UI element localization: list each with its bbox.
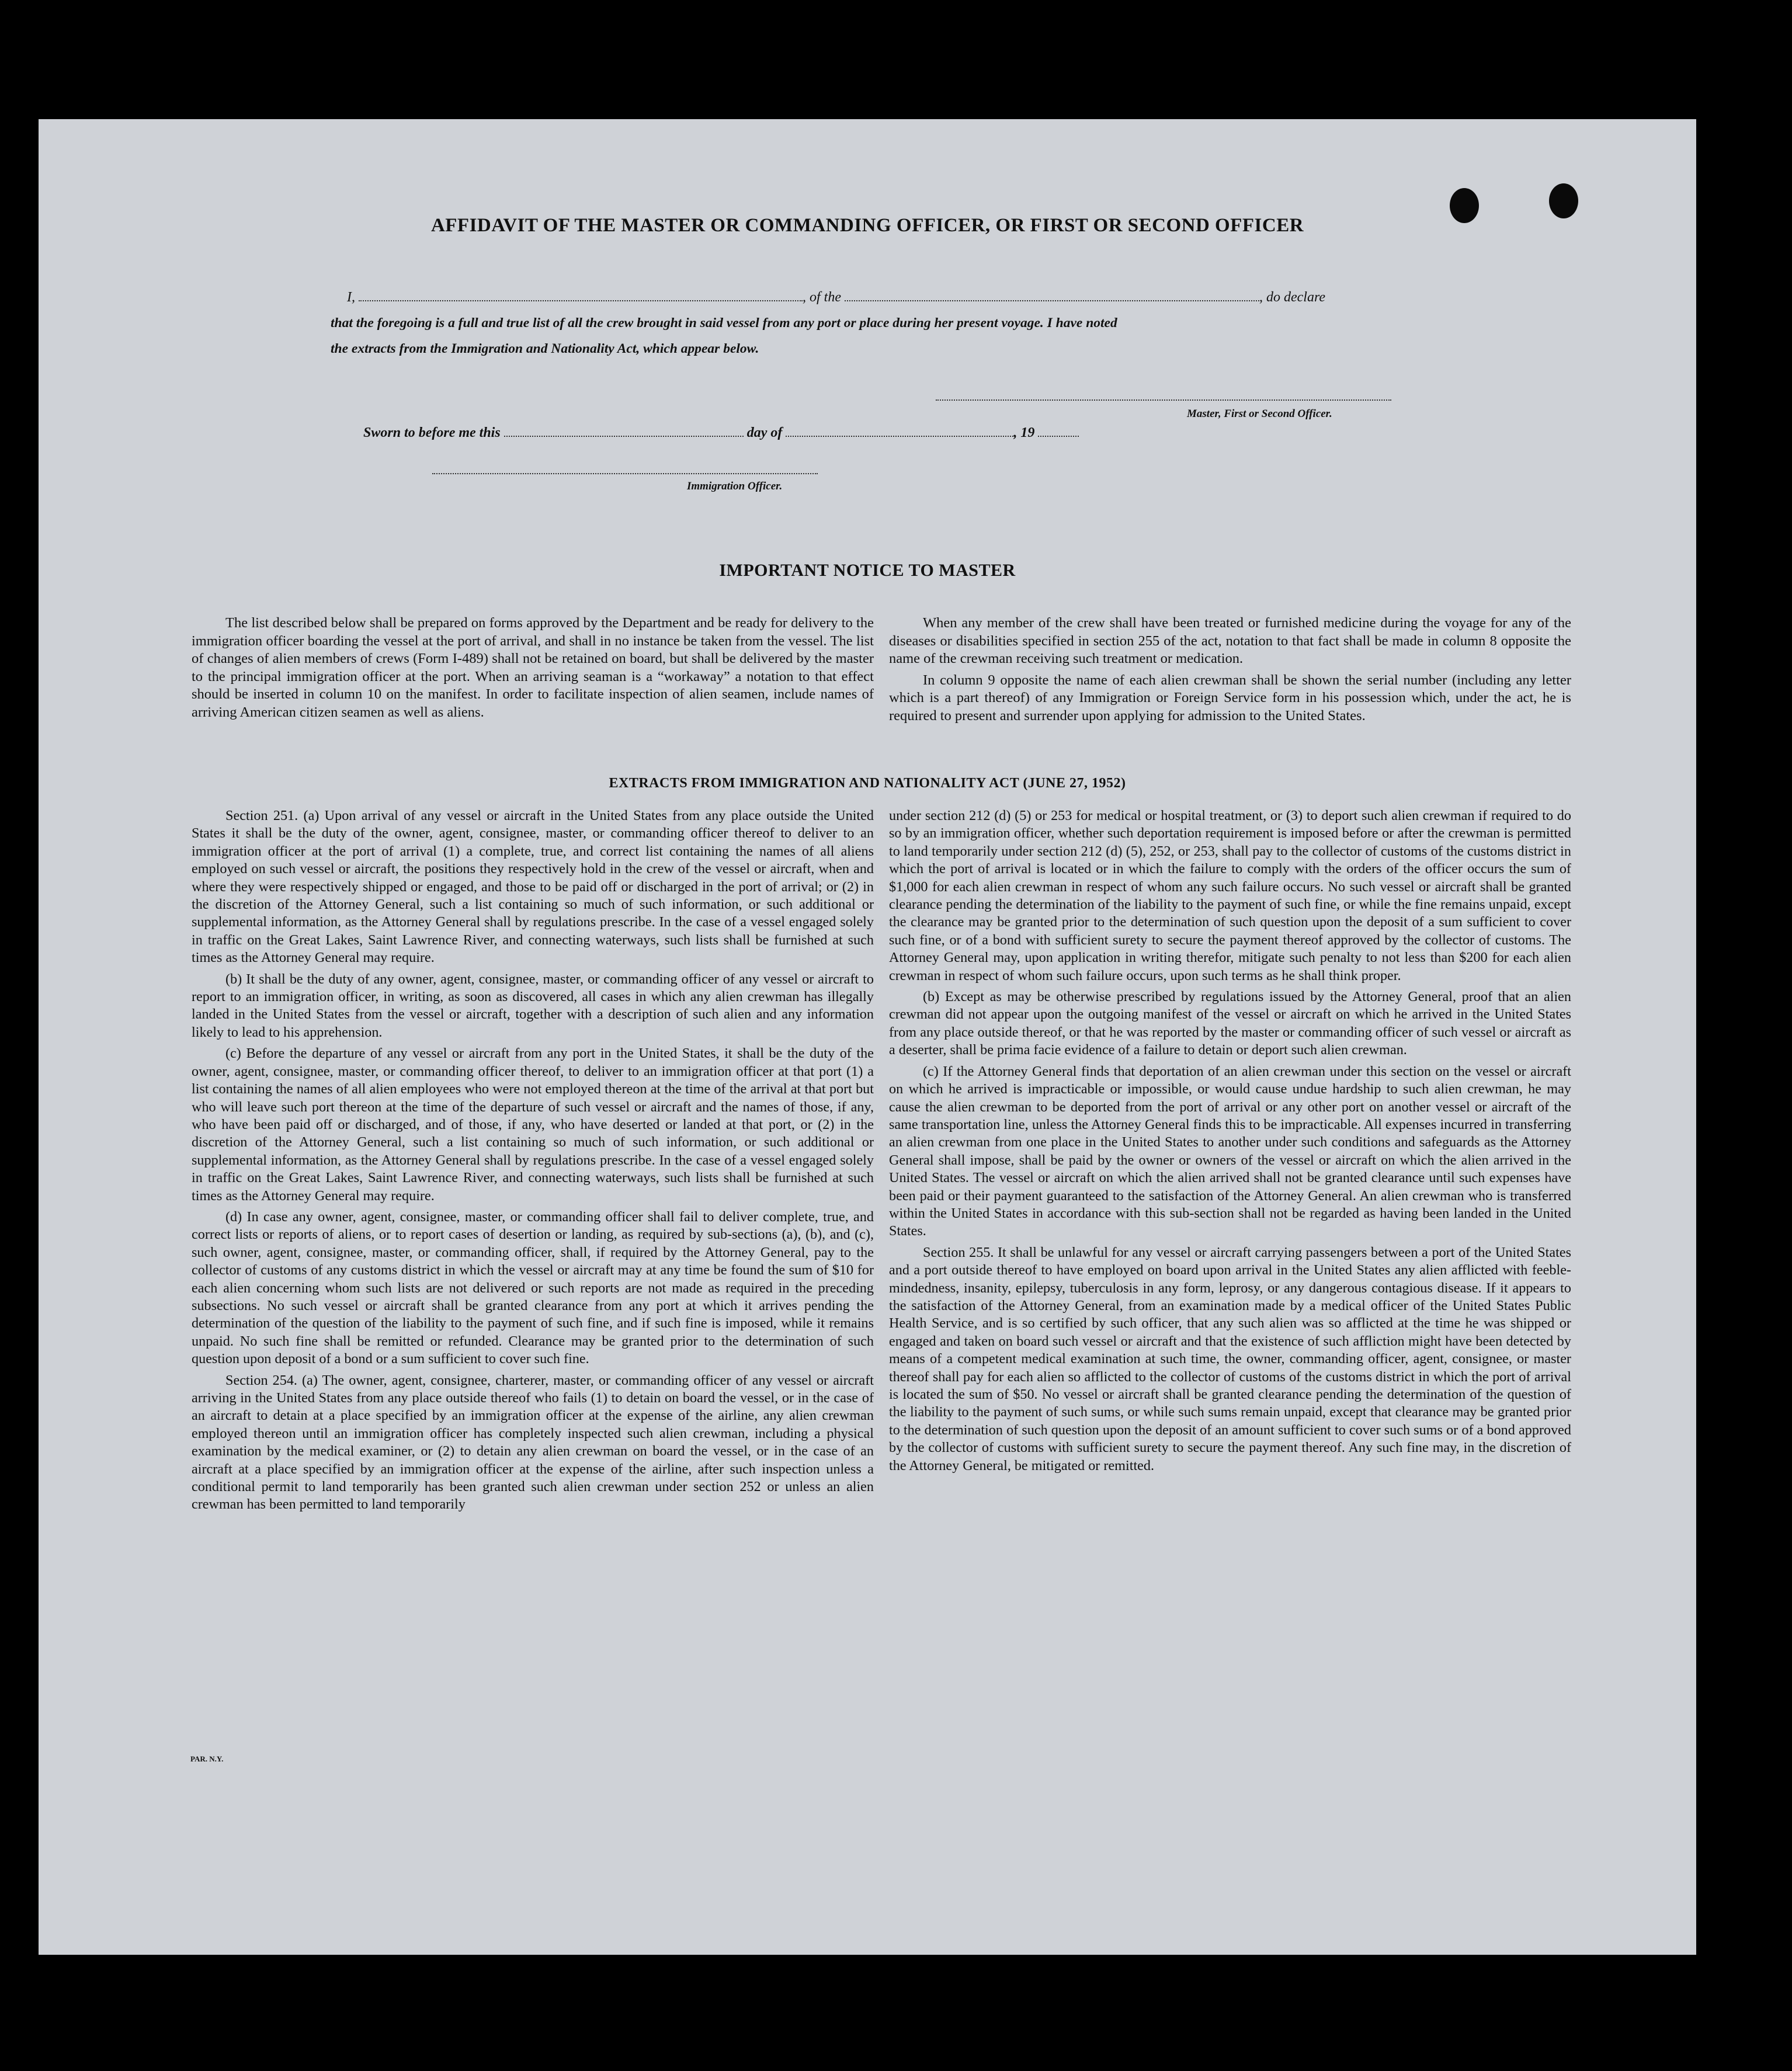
notice-title: IMPORTANT NOTICE TO MASTER bbox=[719, 561, 1016, 580]
vessel-blank[interactable] bbox=[845, 291, 1259, 301]
declaration-line-1 bbox=[347, 290, 1325, 305]
officer-signature-caption: Immigration Officer. bbox=[687, 480, 783, 492]
sworn-line bbox=[363, 425, 1079, 441]
document-page bbox=[39, 119, 1696, 1955]
notice-left-column bbox=[192, 614, 874, 725]
section-251-b: (b) It shall be the duty of any owner, agent, consignee, master, or commanding officer of any vessel or aircraft to report to an immigration officer, in writing, as soon as discovered, all cases in which any alien crewman has illegally landed in the United States from the vessel or aircraft, together with a description of such alien and any information likely to lead to his apprehension. bbox=[192, 971, 874, 1040]
printer-mark: PAR. N.Y. bbox=[190, 1754, 224, 1763]
section-251-c: (c) Before the departure of any vessel or aircraft from any port in the United States, it shall be the duty of the owner, agent, consignee, master, or commanding officer thereof, to deliver to an immigration officer at that port (1) a list containing the names of all alien employees who were not employed thereon at the time of the arrival at that port but who will leave such port thereon at the time of the departure of such vessel or aircraft and the names of those, if any, who have been paid off or discharged, and of those, if any, who have deserted or landed at that port, or (2) in the discretion of the Attorney General, such a list containing so much of such information, or such additional or supplemental information, as the Attorney General shall by regulations prescribe. In the case of a vessel engaged solely in traffic on the Great Lakes, Saint Lawrence River, and connecting waterways, such lists shall be furnished at such times as the Attorney General may require. bbox=[192, 1045, 874, 1204]
extracts-right-column bbox=[889, 807, 1571, 1478]
punch-hole-2 bbox=[1549, 183, 1578, 218]
notice-right-column bbox=[889, 614, 1571, 728]
declaration-line-2: that the foregoing is a full and true list of all the crew brought in said vessel from any port or place during her present voyage. I have noted bbox=[331, 315, 1117, 331]
sworn-day-blank[interactable] bbox=[504, 426, 744, 437]
section-254-a: Section 254. (a) The owner, agent, consignee, charterer, master, or commanding officer of any vessel or aircraft arriving in the United States from any place outside thereof who fails (1) to detain on board the vessel, or in the case of an aircraft to detain at a place specified by an immigration officer at the expense of the airline, any alien crewman employed thereon until an immigration officer has completely inspected such alien crewman, including a physical examination by the medical examiner, or (2) to detain any alien crewman on board the vessel, or in the case of an aircraft at a place specified by an immigration officer at the expense of the airline, after such inspection unless a conditional permit to land temporarily has been granted such alien crewman under section 252 or unless an alien crewman has been permitted to land temporarily bbox=[192, 1372, 874, 1513]
section-255: Section 255. It shall be unlawful for any vessel or aircraft carrying passengers between a port of the United States and a port outside thereof to have employed on board upon arrival in the United States any alien afflicted with feeble-mindedness, insanity, epilepsy, tuberculosis in any form, leprosy, or any dangerous contagious disease. If it appears to the satisfaction of the Attorney General, from an examination made by a medical officer of the United States Public Health Service, and is so certified by such officer, that any such alien was so afflicted at the time he was shipped or engaged and taken on board such vessel or aircraft and that the existence of such affliction might have been detected by means of a competent medical examination at such time, the owner, commanding officer, agent, consignee, or master thereof shall pay for each alien so afflicted to the collector of customs of the customs district in which the port of arrival is located the sum of $50. No vessel or aircraft shall be granted clearance pending the determination of the question of the liability to the payment of such sums, or while such sums remain unpaid, except that clearance may be granted prior to the determination of such question upon the deposit of an amount sufficient to cover such sums or of a bond approved by the collector of customs with sufficient surety to secure the payment thereof. Any such fine may, in the discretion of the Attorney General, be mitigated or remitted. bbox=[889, 1244, 1571, 1474]
sworn-label: Sworn to before me this bbox=[363, 425, 501, 440]
master-signature-caption: Master, First or Second Officer. bbox=[1187, 408, 1332, 420]
sworn-year-blank[interactable] bbox=[1038, 426, 1079, 437]
notice-left-paragraph: The list described below shall be prepared on forms approved by the Department and be ready for delivery to the immigration officer boarding the vessel at the port of arrival, and shall in no instance be taken from the vessel. The list of changes of alien members of crews (Form I-489) shall not be retained on board, but shall be delivered by the master to the principal immigration officer at the port. When an arriving seaman is a “workaway” a notation to that effect should be inserted in column 10 on the manifest. In order to facilitate inspection of alien seamen, include names of arriving American citizen seamen as well as aliens. bbox=[192, 615, 874, 720]
year-label: , 19 bbox=[1013, 425, 1035, 440]
master-signature-line[interactable] bbox=[936, 399, 1391, 401]
section-254-a-continued: under section 212 (d) (5) or 253 for medical or hospital treatment, or (3) to deport such alien crewman if required to do so by an immigration officer, whether such deportation requirement is imposed before or after the crewman is permitted to land temporarily under section 212 (d) (5), 252, or 253, shall pay to the collector of customs of the customs district in which the port of arrival is located or in which the failure to comply with the orders of the officer occurs the sum of $1,000 for each alien crewman in respect of whom any such failure occurs. No such vessel or aircraft shall be granted clearance pending the determination of the liability to the payment of such fine, or while the fine remains unpaid, except the clearance may be granted prior to the determination of such question upon the deposit of a sum sufficient to cover such fine, or of a bond with sufficient surety to secure the payment thereof approved by the collector of customs. The Attorney General may, upon application in writing therefor, mitigate such penalty to not less than $200 for each alien crewman in respect of whom such failure occurs, upon such terms as he shall think proper. bbox=[889, 808, 1571, 984]
notice-right-paragraph-2: In column 9 opposite the name of each alien crewman shall be shown the serial number (including any letter which is a part thereof) of any Immigration or Foreign Service form in his possession which, under the act, he is required to present and surrender upon applying for admission to the United States. bbox=[889, 672, 1571, 724]
of-the-label: , of the bbox=[803, 290, 841, 305]
declaration-i-label: I, bbox=[347, 290, 355, 305]
sworn-month-blank[interactable] bbox=[786, 426, 1013, 437]
section-251-a: Section 251. (a) Upon arrival of any vessel or aircraft in the United States from any place outside the United States it shall be the duty of the owner, agent, consignee, master, or commanding officer thereof to deliver to an immigration officer at the port of arrival (1) a complete, true, and correct list containing the names of all aliens employed on such vessel or aircraft, the positions they respectively hold in the crew of the vessel or aircraft, when and where they were respectively shipped or engaged, and those to be paid off or discharged in the port of arrival; or (2) in the discretion of the Attorney General, such a list containing so much of such information, or such additional or supplemental information, as the Attorney General shall by regulations prescribe. In the case of a vessel engaged solely in traffic on the Great Lakes, Saint Lawrence River, and connecting waterways, such lists shall be furnished at such times as the Attorney General may require. bbox=[192, 808, 874, 966]
affidavit-title: AFFIDAVIT OF THE MASTER OR COMMANDING OFFICER, OR FIRST OR SECOND OFFICER bbox=[430, 215, 1304, 236]
do-declare-label: , do declare bbox=[1259, 290, 1326, 305]
section-254-b: (b) Except as may be otherwise prescribed by regulations issued by the Attorney General, proof that an alien crewman did not appear upon the outgoing manifest of the vessel or aircraft on which he arrived in the United States from any place outside thereof, or that he was reported by the master or commanding officer of such vessel or aircraft as a deserter, shall be prima facie evidence of a failure to detain or deport such alien crewman. bbox=[889, 989, 1571, 1058]
name-blank[interactable] bbox=[359, 291, 803, 301]
extracts-title: EXTRACTS FROM IMMIGRATION AND NATIONALITY ACT (JUNE 27, 1952) bbox=[609, 776, 1126, 791]
notice-right-paragraph-1: When any member of the crew shall have been treated or furnished medicine during the voyage for any of the diseases or disabilities specified in section 255 of the act, notation to that fact shall be made in column 8 opposite the name of the crewman receiving such treatment or medication. bbox=[889, 615, 1571, 666]
extracts-left-column bbox=[192, 807, 874, 1517]
section-254-c: (c) If the Attorney General finds that deportation of an alien crewman under this section on the vessel or aircraft on which he arrived is impracticable or impossible, or would cause undue hardship to such alien crewman, he may cause the alien crewman to be deported from the port of arrival or any other port on another vessel or aircraft of the same transportation line, unless the Attorney General finds this to be impracticable. All expenses incurred in transferring an alien crewman from one place in the United States to another under such conditions and safeguards as the Attorney General shall impose, shall be paid by the owner or owners of the vessel or aircraft on which the alien arrived in the United States. The vessel or aircraft on which the alien arrived shall not be granted clearance until such expenses have been paid or their payment guaranteed to the satisfaction of the Attorney General. An alien crewman who is transferred within the United States in accordance with this sub-section shall not be regarded as having been landed in the United States. bbox=[889, 1063, 1571, 1239]
day-of-label: day of bbox=[746, 425, 783, 440]
officer-signature-line[interactable] bbox=[432, 473, 818, 474]
section-251-d: (d) In case any owner, agent, consignee, master, or commanding officer shall fail to deliver complete, true, and correct lists or reports of aliens, or to report cases of desertion or landing, as required by sub-sections (a), (b), and (c), such owner, agent, consignee, master, or commanding officer, shall, if required by the Attorney General, pay to the collector of customs of any customs district in which the vessel or aircraft may at any time be found the sum of $10 for each alien concerning whom such lists are not delivered or such reports are not made as required in the preceding subsections. No such vessel or aircraft shall be granted clearance from any port at which it arrives pending the determination of the question of the liability to the payment of such fine, and if such fine is imposed, while it remains unpaid. No such fine shall be remitted or refunded. Clearance may be granted prior to the determination of such question upon deposit of a bond or a sum sufficient to cover such fine. bbox=[192, 1208, 874, 1367]
declaration-line-3: the extracts from the Immigration and Nationality Act, which appear below. bbox=[331, 341, 759, 356]
